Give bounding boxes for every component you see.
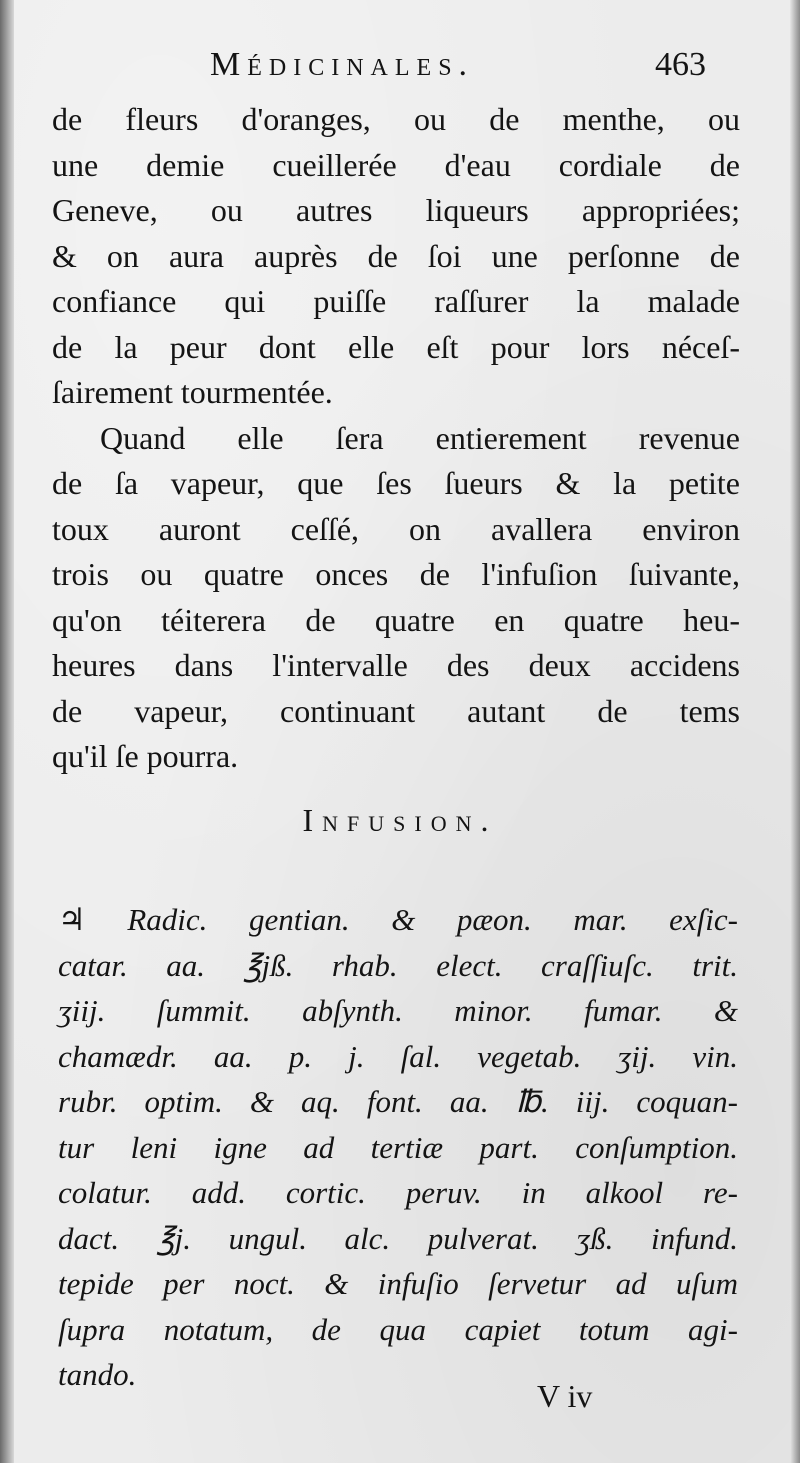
text-line: heures dans l'intervalle des deux accidens: [52, 647, 740, 683]
recipe-line: ſupra notatum, de qua capiet totum agi-: [58, 1311, 738, 1347]
text-line: trois ou quatre onces de l'infuſion ſuivante,: [52, 556, 740, 592]
running-title: Médicinales.: [210, 46, 475, 83]
section-heading: Infusion.: [302, 802, 498, 838]
paragraph-2: [52, 416, 740, 780]
text-line: confiance qui puiſſe raſſurer la malade: [52, 283, 740, 319]
recipe-line: catar. aa. ℥jß. rhab. elect. craſſiuſc. trit.: [58, 947, 738, 983]
text-line: & on aura auprès de ſoi une perſonne de: [52, 237, 740, 274]
text-line: toux auront ceſſé, on avallera environ: [52, 510, 740, 547]
recipe-line: ♃ Radic. gentian. & pæon. mar. exſic-: [58, 902, 738, 937]
recipe-text: [58, 897, 738, 1398]
running-head: [0, 40, 800, 100]
text-line: ſairement tourmentée.: [52, 374, 333, 410]
text-line: de vapeur, continuant autant de tems: [52, 692, 740, 729]
paragraph-1: [52, 97, 740, 416]
recipe-line: tur leni igne ad tertiæ part. conſumption.: [58, 1129, 738, 1165]
recipe-line: chamædr. aa. p. j. ſal. vegetab. ʒij. vin.: [58, 1038, 738, 1074]
recipe-line: tepide per noct. & infuſio ſervetur ad uſum: [58, 1266, 738, 1301]
text-line: une demie cueillerée d'eau cordiale de: [52, 146, 740, 183]
text-line: de la peur dont elle eſt pour lors néceſ-: [52, 328, 740, 365]
recipe-line: dact. ℥j. ungul. alc. pulverat. ʒß. infund.: [58, 1220, 738, 1256]
body-text: [52, 97, 740, 780]
recipe-line: tando.: [58, 1357, 137, 1392]
recipe-line: ʒiij. ſummit. abſynth. minor. fumar. &: [58, 993, 738, 1028]
text-line: de ſa vapeur, que ſes ſueurs & la petite: [52, 465, 740, 501]
text-line: qu'on téiterera de quatre en quatre heu-: [52, 601, 740, 638]
recipe-line: colatur. add. cortic. peruv. in alkool re-: [58, 1175, 738, 1210]
recipe-line: rubr. optim. & aq. font. aa. ℔. iij. coquan-: [58, 1084, 738, 1119]
page-number: 463: [655, 46, 706, 83]
text-line: Geneve, ou autres liqueurs appropriées;: [52, 192, 740, 228]
text-line: qu'il ſe pourra.: [52, 738, 239, 774]
text-line: de fleurs d'oranges, ou de menthe, ou: [52, 101, 740, 137]
text-line: Quand elle ſera entierement revenue: [100, 419, 740, 456]
signature-mark: V iv: [537, 1378, 593, 1414]
